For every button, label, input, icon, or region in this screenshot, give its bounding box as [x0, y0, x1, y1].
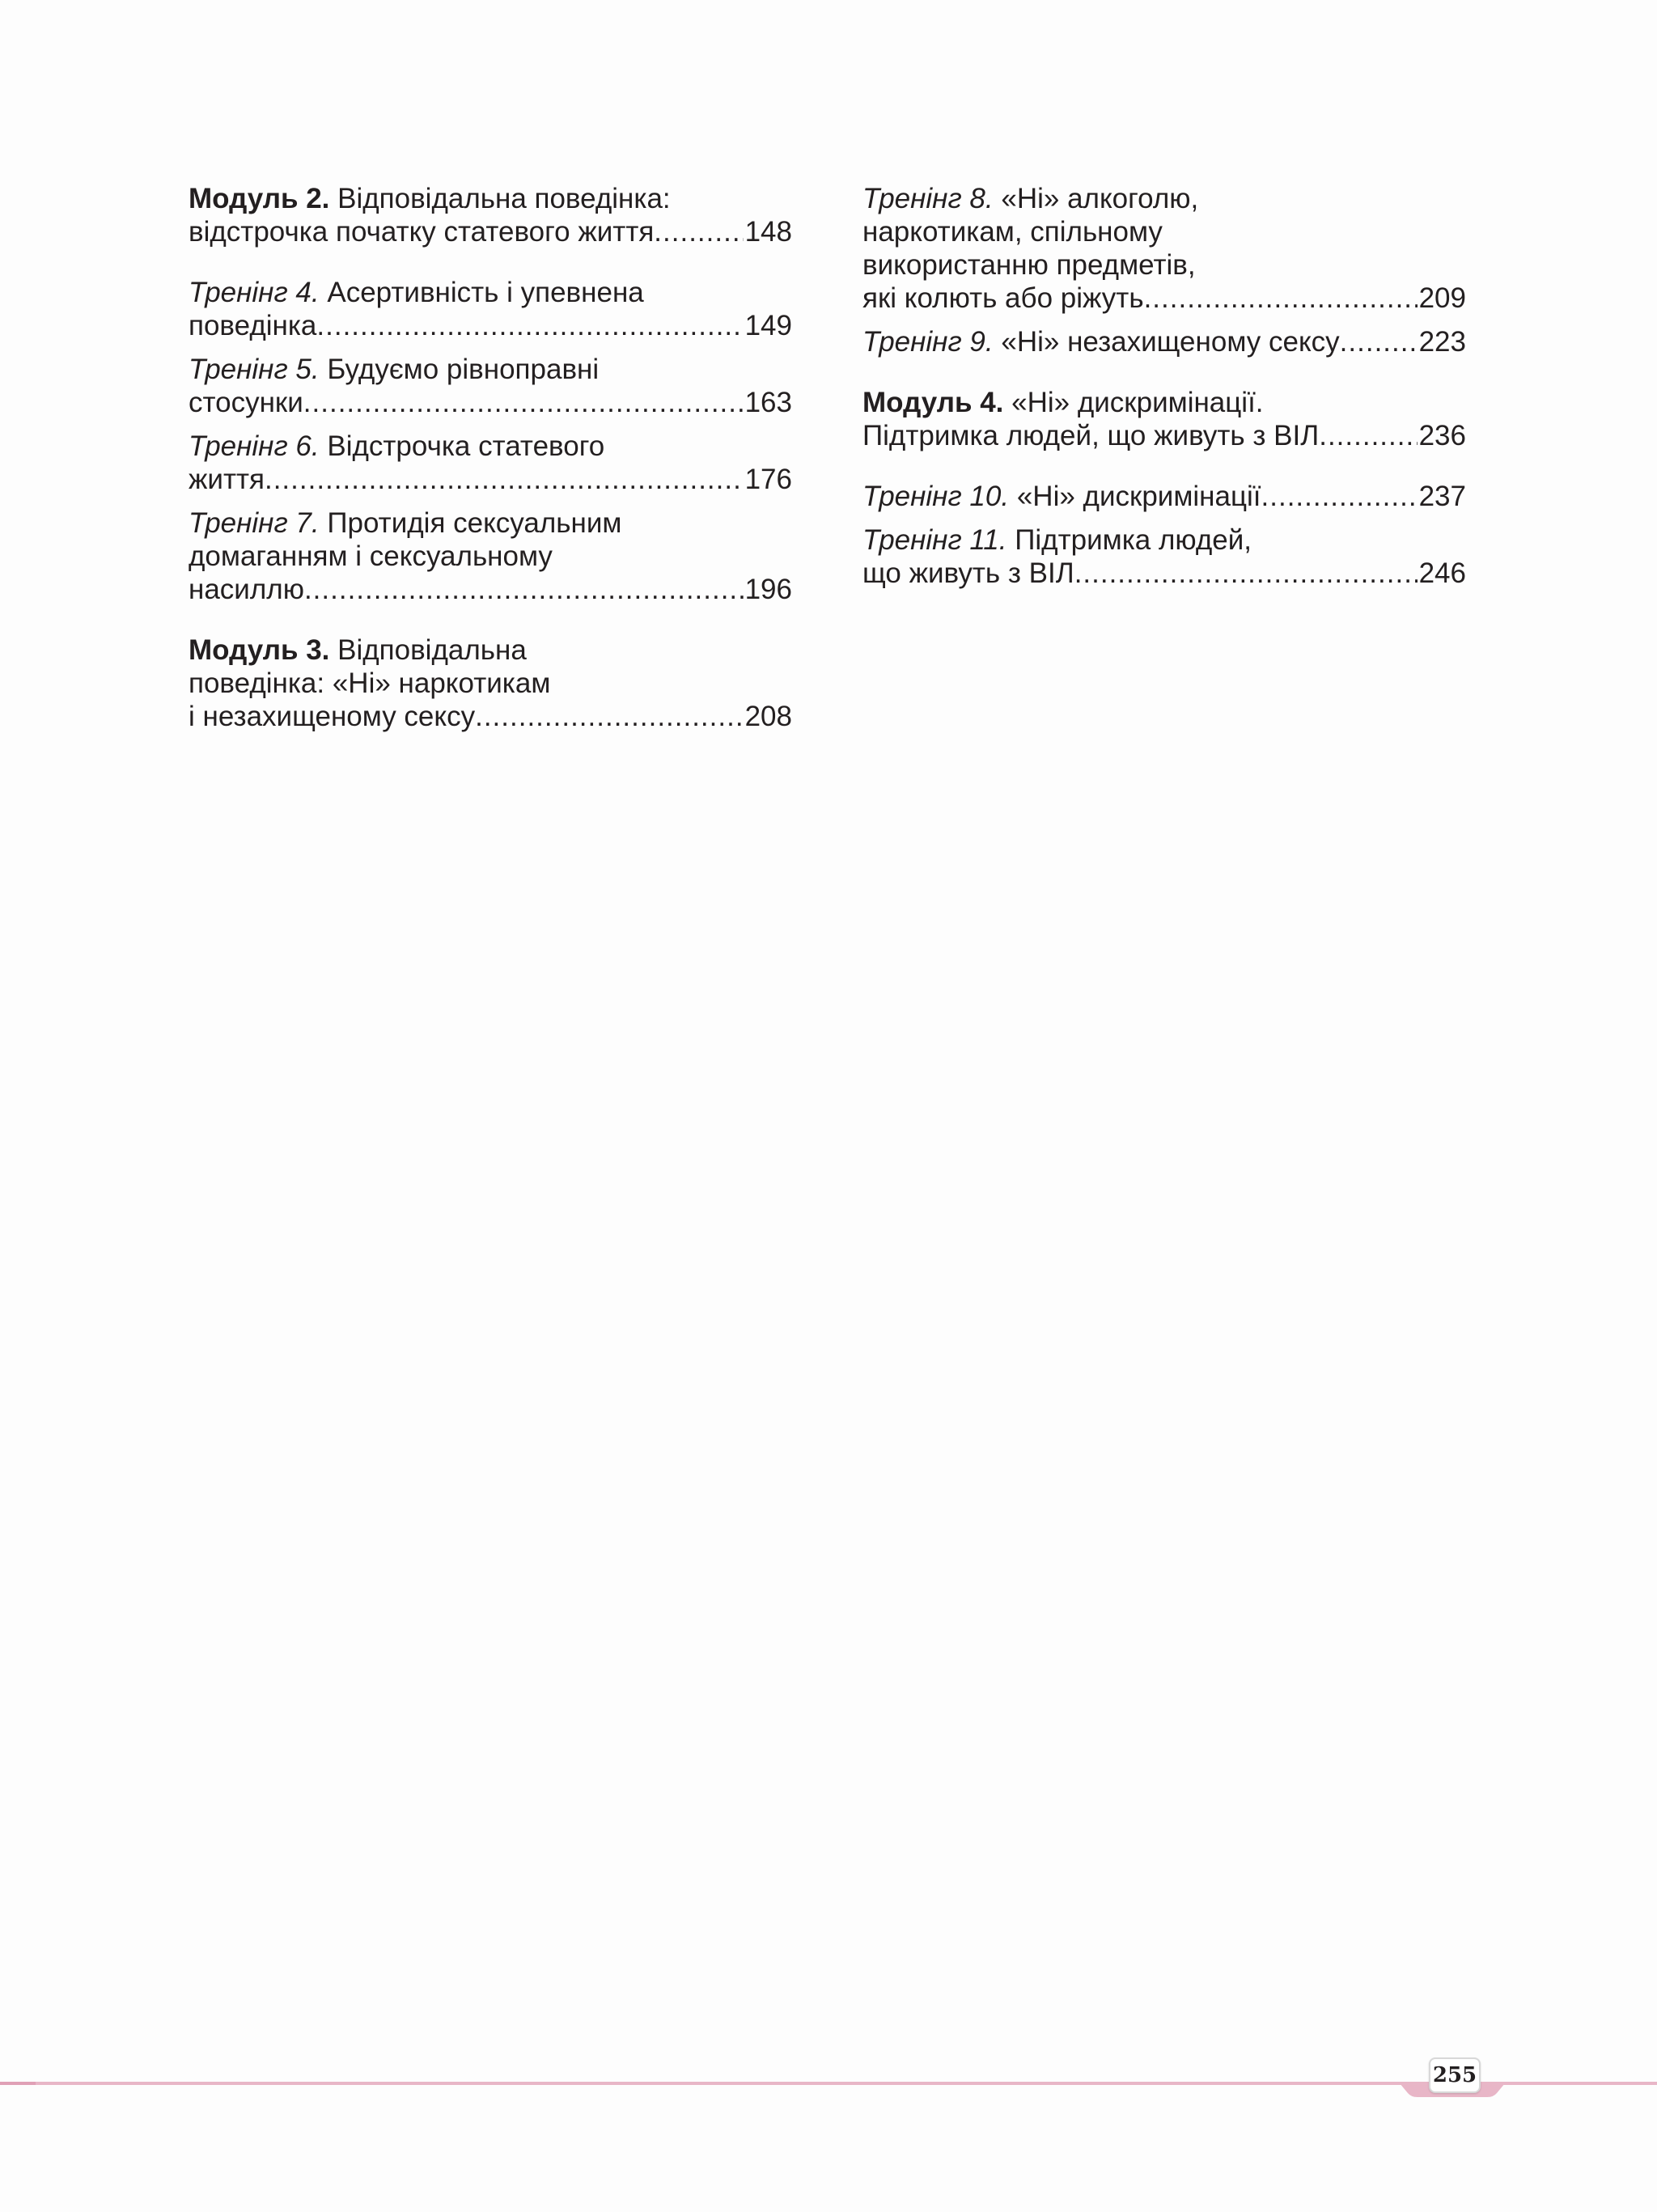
- toc-entry-text: життя: [189, 464, 265, 495]
- toc-entry-text: наркотикам, спільному: [862, 216, 1163, 248]
- toc-page-number: 246: [1418, 557, 1466, 589]
- toc-entry-training-10: [862, 480, 1466, 513]
- toc-entry-text: «Ні» незахищеному сексу: [1001, 326, 1340, 358]
- toc-entry-text: Протидія сексуальним: [327, 507, 622, 539]
- toc-entry-label: Модуль 2.: [189, 183, 330, 214]
- toc-entry-label: Тренінг 11.: [862, 524, 1007, 556]
- toc-entry-module-2: [189, 182, 792, 248]
- toc-entry-label: Тренінг 9.: [862, 326, 994, 358]
- toc-page-number: 149: [744, 310, 792, 341]
- toc-entry-text: поведінка: «Ні» наркотикам: [189, 667, 551, 699]
- leader-dots: [1340, 325, 1418, 358]
- toc-entry-training-11: [862, 523, 1466, 590]
- toc-entry-label: Тренінг 6.: [189, 430, 320, 462]
- toc-entry-text: насиллю: [189, 574, 304, 605]
- toc-page-number: 148: [744, 216, 792, 248]
- toc-entry-text: поведінка: [189, 310, 317, 341]
- toc-entry-text: стосунки: [189, 387, 303, 418]
- toc-entry-text: відстрочка початку статевого життя: [189, 216, 655, 248]
- toc-entry-text: Будуємо рівноправні: [327, 354, 600, 385]
- leader-dots: [475, 700, 743, 733]
- toc-entry-text: які колють або ріжуть: [862, 282, 1144, 314]
- toc-page-number: 208: [744, 701, 792, 732]
- toc-page-number: 209: [1418, 282, 1466, 314]
- leader-dots: [1319, 419, 1417, 452]
- toc-entry-training-9: [862, 325, 1466, 358]
- toc-entry-label: Модуль 3.: [189, 634, 330, 666]
- toc-right-column: [862, 182, 1466, 600]
- toc-entry-text: Підтримка людей,: [1015, 524, 1252, 556]
- leader-dots: [1261, 480, 1418, 513]
- toc-entry-text: домаганням і сексуальному: [189, 540, 553, 572]
- toc-entry-training-4: [189, 276, 792, 342]
- leader-dots: [654, 215, 743, 248]
- toc-entry-module-4: [862, 386, 1466, 452]
- toc-entry-training-8: [862, 182, 1466, 315]
- toc-entry-training-7: [189, 506, 792, 606]
- toc-page-number: 196: [744, 574, 792, 605]
- toc-page-number: 236: [1418, 420, 1466, 451]
- page-number: 255: [1429, 2057, 1481, 2093]
- toc-page-number: 237: [1418, 481, 1466, 512]
- toc-entry-text: Підтримка людей, що живуть з ВІЛ: [862, 420, 1320, 451]
- toc-entry-label: Тренінг 5.: [189, 354, 320, 385]
- leader-dots: [1144, 282, 1418, 315]
- toc-entry-label: Тренінг 4.: [189, 277, 320, 308]
- toc-entry-text: Асертивність і упевнена: [327, 277, 644, 308]
- toc-entry-text: використанню предметів,: [862, 249, 1196, 281]
- toc-page-number: 176: [744, 464, 792, 495]
- toc-entry-label: Тренінг 10.: [862, 481, 1010, 512]
- toc-left-column: [189, 182, 792, 761]
- leader-dots: [316, 309, 743, 342]
- toc-entry-text: що живуть з ВІЛ: [862, 557, 1074, 589]
- toc-entry-module-3: [189, 634, 792, 733]
- toc-entry-text: Відповідальна: [337, 634, 527, 666]
- leader-dots: [1074, 557, 1418, 590]
- leader-dots: [303, 386, 744, 419]
- toc-entry-training-5: [189, 353, 792, 419]
- toc-entry-label: Тренінг 7.: [189, 507, 320, 539]
- toc-page-number: 163: [744, 387, 792, 418]
- toc-entry-text: «Ні» дискримінації: [1016, 481, 1261, 512]
- toc-entry-label: Тренінг 8.: [862, 183, 994, 214]
- toc-page-number: 223: [1418, 326, 1466, 358]
- leader-dots: [304, 573, 744, 606]
- toc-entry-text: Відстрочка статевого: [327, 430, 605, 462]
- toc-entry-text: «Ні» дискримінації.: [1011, 387, 1264, 418]
- footer-rule-accent: [0, 2082, 36, 2085]
- toc-entry-label: Модуль 4.: [862, 387, 1004, 418]
- toc-entry-training-6: [189, 430, 792, 496]
- toc-entry-text: Відповідальна поведінка:: [337, 183, 671, 214]
- toc-entry-text: «Ні» алкоголю,: [1001, 183, 1199, 214]
- leader-dots: [265, 463, 744, 496]
- toc-entry-text: і незахищеному сексу: [189, 701, 476, 732]
